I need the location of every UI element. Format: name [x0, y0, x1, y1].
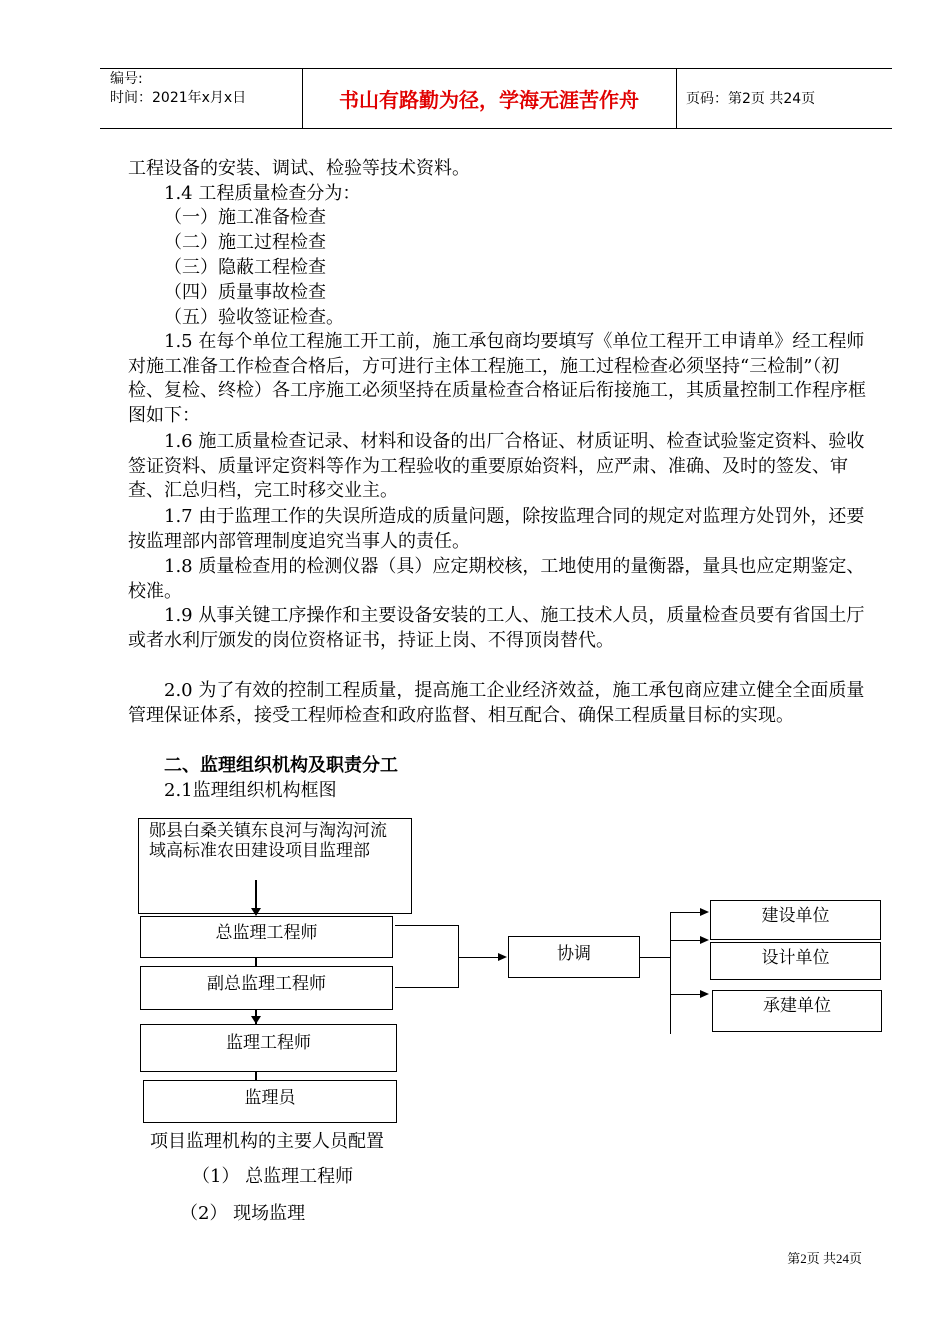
staff-item: （2） 现场监理: [180, 1203, 306, 1224]
arrow-shaft: [255, 880, 257, 912]
heading-1-4: 1.4 工程质量检查分为：: [164, 183, 361, 204]
check-item: （四）质量事故检查: [164, 282, 326, 303]
arrow-to-unit: [670, 940, 702, 941]
connector: [255, 1072, 257, 1080]
paragraph-2-0: 2.0 为了有效的控制工程质量，提高施工企业经济效益，施工承包商应建立健全全面质量管理保证体系，接受工程师检查和政府监督、相互配合、确保工程质量目标的实现。: [128, 680, 865, 726]
check-item: （二）施工过程检查: [164, 232, 326, 253]
bracket-bottom: [395, 987, 459, 988]
fanout-vertical: [670, 912, 671, 1034]
section-title: 二、监理组织机构及职责分工: [164, 755, 398, 776]
org-box-project-department: 郧县白桑关镇东良河与淘沟河流域高标准农田建设项目监理部: [138, 818, 412, 914]
header-bottom-rule: [100, 128, 892, 129]
paragraph-intro: 工程设备的安装、调试、检验等技术资料。: [128, 158, 470, 179]
org-box-supervising-engineer: 监理工程师: [140, 1024, 397, 1072]
sub-title: 2.1监理组织机构框图: [164, 780, 337, 801]
org-box-design-unit: 设计单位: [710, 942, 881, 980]
connector: [255, 958, 257, 966]
header-divider-right: [676, 68, 677, 128]
header-top-rule: [100, 68, 892, 69]
connector: [640, 957, 670, 958]
org-box-deputy-chief: 副总监理工程师: [140, 966, 393, 1010]
check-item: （三）隐蔽工程检查: [164, 257, 326, 278]
arrow-to-unit: [670, 912, 702, 913]
staff-item: （1） 总监理工程师: [192, 1166, 354, 1187]
check-item: （五）验收签证检查。: [164, 307, 344, 328]
page-label: 页码：第2页 共24页: [686, 91, 816, 107]
paragraph-1-7: 1.7 由于监理工作的失误所造成的质量问题，除按监理合同的规定对监理方处罚外，还要按监理部内部管理制度追究当事人的责任。: [128, 506, 865, 552]
paragraph-1-8: 1.8 质量检查用的检测仪器（具）应定期校核，工地使用的量衡器，量具也应定期鉴定、校准。: [128, 556, 865, 602]
bracket-top: [395, 925, 459, 926]
paragraph-1-9: 1.9 从事关键工序操作和主要设备安装的工人、施工技术人员，质量检查员要有省国土厅或者水利厅颁发的岗位资格证书，持证上岗、不得顶岗替代。: [128, 605, 865, 651]
org-box-contractor: 承建单位: [712, 990, 882, 1032]
footer-page-number: 第2页 共24页: [787, 1251, 862, 1266]
header-divider-left: [302, 68, 303, 128]
arrow-shaft: [255, 1010, 257, 1024]
org-box-construction-owner: 建设单位: [710, 900, 881, 940]
paragraph-1-6: 1.6 施工质量检查记录、材料和设备的出厂合格证、材质证明、检查试验鉴定资料、验收签证资料、质量评定资料等作为工程验收的重要原始资料，应严肃、准确、及时的签发、审查、汇总归档，完工时移交业主。: [128, 431, 865, 502]
staff-caption: 项目监理机构的主要人员配置: [150, 1131, 384, 1152]
paragraph-1-5: 1.5 在每个单位工程施工开工前，施工承包商均要填写《单位工程开工申请单》经工程师对施工准备工作检查合格后，方可进行主体工程施工，施工过程检查必须坚持“三检制”（初检、复检、终检）各工序施工必须坚持在质量检查合格证后衔接施工，其质量控制工作程序框图如下：: [128, 331, 866, 426]
time-label: 时间：2021年x月x日: [110, 90, 247, 106]
check-item: （一）施工准备检查: [164, 207, 326, 228]
arrow-to-unit: [670, 994, 702, 995]
arrow-to-coord: [458, 957, 500, 958]
org-box-inspector: 监理员: [143, 1080, 397, 1123]
org-box-coordination: 协调: [508, 936, 640, 978]
org-box-chief-engineer: 总监理工程师: [140, 916, 393, 958]
header-motto: 书山有路勤为径，学海无涯苦作舟: [339, 88, 639, 112]
serial-label: 编号:: [110, 71, 143, 87]
